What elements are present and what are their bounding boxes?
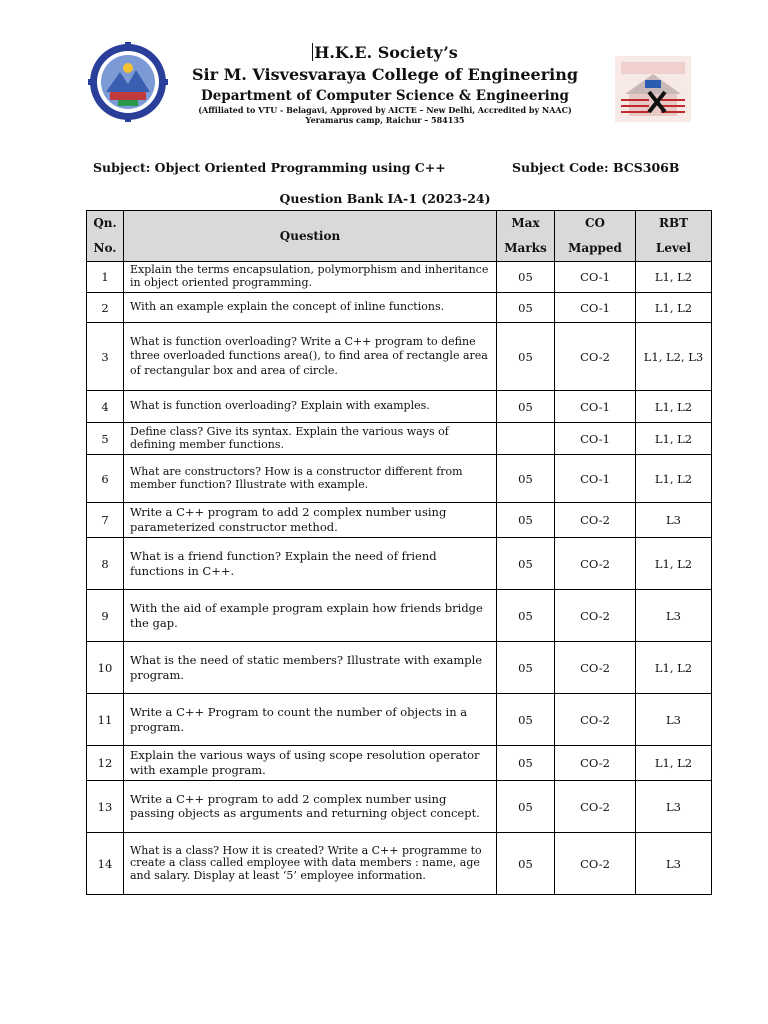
qn-number-cell: 8 [87, 538, 124, 590]
max-marks-cell [497, 423, 555, 455]
department-name: Department of Computer Science & Engineering [201, 88, 569, 104]
qn-number-cell: 14 [87, 833, 124, 895]
table-row [87, 391, 712, 423]
header-question: Question [124, 211, 497, 262]
qn-number-cell: 2 [87, 293, 124, 323]
co-mapped-cell: CO-2 [555, 642, 636, 694]
institute-crest-logo [615, 56, 691, 122]
rbt-level-cell: L3 [636, 694, 712, 746]
co-mapped-cell: CO-1 [555, 293, 636, 323]
table-row [87, 746, 712, 781]
header-qn-no: Qn. No. [87, 211, 124, 262]
table-row [87, 503, 712, 538]
question-cell: Write a C++ program to add 2 complex number using passing objects as arguments and returning object concept. [124, 781, 497, 833]
max-marks-cell: 05 [497, 323, 555, 391]
qn-number-cell: 12 [87, 746, 124, 781]
qn-number-cell: 5 [87, 423, 124, 455]
table-row [87, 323, 712, 391]
rbt-level-cell: L1, L2 [636, 391, 712, 423]
rbt-level-cell: L1, L2, L3 [636, 323, 712, 391]
table-row [87, 833, 712, 895]
rbt-level-cell: L1, L2 [636, 423, 712, 455]
co-mapped-cell: CO-2 [555, 503, 636, 538]
max-marks-cell: 05 [497, 455, 555, 503]
max-marks-cell: 05 [497, 642, 555, 694]
co-mapped-cell: CO-2 [555, 323, 636, 391]
header-max-marks: Max Marks [497, 211, 555, 262]
question-cell: Explain the various ways of using scope resolution operator with example program. [124, 746, 497, 781]
question-cell: What is function overloading? Explain with examples. [124, 391, 497, 423]
rbt-level-cell: L3 [636, 781, 712, 833]
co-mapped-cell: CO-2 [555, 746, 636, 781]
question-cell: With an example explain the concept of inline functions. [124, 293, 497, 323]
max-marks-cell: 05 [497, 833, 555, 895]
rbt-level-cell: L1, L2 [636, 293, 712, 323]
question-cell: Write a C++ Program to count the number of objects in a program. [124, 694, 497, 746]
co-mapped-cell: CO-1 [555, 391, 636, 423]
max-marks-cell: 05 [497, 694, 555, 746]
qn-number-cell: 10 [87, 642, 124, 694]
rbt-level-cell: L1, L2 [636, 642, 712, 694]
table-row [87, 694, 712, 746]
table-row [87, 781, 712, 833]
qn-number-cell: 11 [87, 694, 124, 746]
rbt-level-cell: L1, L2 [636, 262, 712, 293]
subject-name: Subject: Object Oriented Programming using C++ [93, 160, 446, 175]
question-cell: What are constructors? How is a constructor different from member function? Illustrate with example. [124, 455, 497, 503]
header-co-mapped: CO Mapped [555, 211, 636, 262]
question-cell: What is a class? How it is created? Write a C++ programme to create a class called employee with data members : name, age and salary. Display at least ‘5’ employee information. [124, 833, 497, 895]
co-mapped-cell: CO-2 [555, 833, 636, 895]
subject-code: Subject Code: BCS306B [512, 160, 680, 175]
max-marks-cell: 05 [497, 503, 555, 538]
max-marks-cell: 05 [497, 391, 555, 423]
rbt-level-cell: L1, L2 [636, 746, 712, 781]
table-row [87, 293, 712, 323]
rbt-level-cell: L1, L2 [636, 538, 712, 590]
question-cell: Explain the terms encapsulation, polymorphism and inheritance in object oriented programming. [124, 262, 497, 293]
co-mapped-cell: CO-2 [555, 694, 636, 746]
table-row [87, 538, 712, 590]
table-row [87, 590, 712, 642]
question-bank-table [86, 210, 712, 895]
co-mapped-cell: CO-1 [555, 423, 636, 455]
table-row [87, 455, 712, 503]
question-cell: Write a C++ program to add 2 complex number using parameterized constructor method. [124, 503, 497, 538]
rbt-level-cell: L1, L2 [636, 455, 712, 503]
co-mapped-cell: CO-2 [555, 538, 636, 590]
question-bank-title: Question Bank IA-1 (2023-24) [279, 191, 491, 206]
college-name: Sir M. Visvesvaraya College of Engineering [191, 65, 579, 84]
max-marks-cell: 05 [497, 746, 555, 781]
affiliation-line: (Affiliated to VTU - Belagavi, Approved by AICTE – New Delhi, Accredited by NAAC) [198, 105, 572, 115]
question-cell: What is a friend function? Explain the need of friend functions in C++. [124, 538, 497, 590]
co-mapped-cell: CO-2 [555, 781, 636, 833]
qn-number-cell: 6 [87, 455, 124, 503]
qn-number-cell: 3 [87, 323, 124, 391]
society-name: H.K.E. Society’s [314, 43, 458, 62]
max-marks-cell: 05 [497, 262, 555, 293]
question-cell: Define class? Give its syntax. Explain the various ways of defining member functions. [124, 423, 497, 455]
rbt-level-cell: L3 [636, 833, 712, 895]
question-cell: With the aid of example program explain how friends bridge the gap. [124, 590, 497, 642]
qn-number-cell: 7 [87, 503, 124, 538]
co-mapped-cell: CO-1 [555, 262, 636, 293]
rbt-level-cell: L3 [636, 503, 712, 538]
qn-number-cell: 9 [87, 590, 124, 642]
address-line: Yeramarus camp, Raichur – 584135 [305, 115, 465, 125]
max-marks-cell: 05 [497, 293, 555, 323]
co-mapped-cell: CO-1 [555, 455, 636, 503]
question-cell: What is the need of static members? Illustrate with example program. [124, 642, 497, 694]
college-emblem-logo [88, 42, 168, 122]
question-cell: What is function overloading? Write a C++ program to define three overloaded functions area(), to find area of rectangle area of rectangular box and area of circle. [124, 323, 497, 391]
rbt-level-cell: L3 [636, 590, 712, 642]
max-marks-cell: 05 [497, 538, 555, 590]
max-marks-cell: 05 [497, 590, 555, 642]
qn-number-cell: 4 [87, 391, 124, 423]
table-row [87, 423, 712, 455]
table-header-row [87, 211, 712, 262]
qn-number-cell: 13 [87, 781, 124, 833]
max-marks-cell: 05 [497, 781, 555, 833]
header-rbt-level: RBT Level [636, 211, 712, 262]
co-mapped-cell: CO-2 [555, 590, 636, 642]
table-row [87, 262, 712, 293]
qn-number-cell: 1 [87, 262, 124, 293]
table-row [87, 642, 712, 694]
